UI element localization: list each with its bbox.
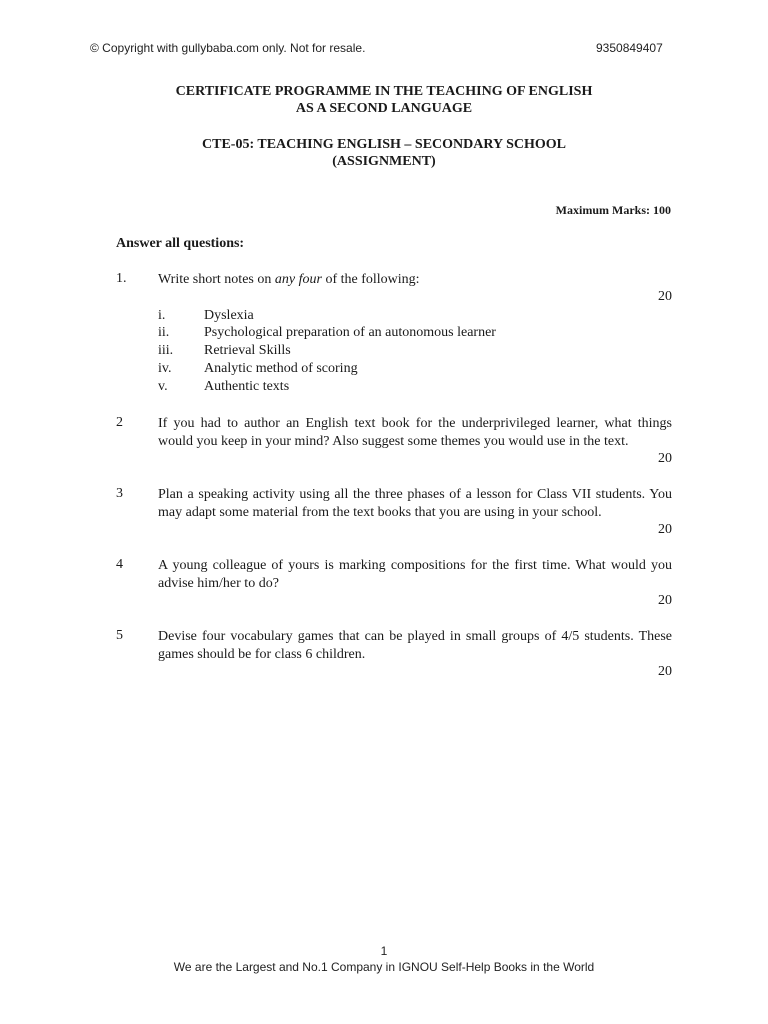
maximum-marks: Maximum Marks: 100 [555, 203, 671, 217]
question-number: 2 [116, 415, 123, 430]
sub-item-number: v. [158, 379, 168, 394]
sub-item-text: Retrieval Skills [204, 343, 291, 358]
sub-item-number: ii. [158, 325, 170, 340]
instruction: Answer all questions: [116, 236, 245, 251]
question-text-part: Write short notes on [158, 272, 275, 287]
question-marks: 20 [658, 664, 672, 679]
question-text [158, 271, 672, 289]
course-title-code: CTE-05: TEACHING ENGLISH – SECONDARY SCHOOL [202, 137, 566, 152]
question-marks: 20 [658, 593, 672, 608]
programme-title-line1: CERTIFICATE PROGRAMME IN THE TEACHING OF ENGLISH [175, 84, 593, 99]
programme-title-line2: AS A SECOND LANGUAGE [295, 101, 473, 116]
sub-item-text: Authentic texts [204, 379, 290, 394]
question-number: 1. [116, 271, 127, 286]
course-title-type: (ASSIGNMENT) [332, 154, 436, 169]
course-title [0, 136, 768, 170]
question-text: A young colleague of yours is marking compositions for the first time. What would you advise him/her to do? [158, 558, 672, 591]
question-marks: 20 [658, 522, 672, 537]
copyright-notice: © Copyright with gullybaba.com only. Not for resale. [90, 41, 366, 55]
sub-item-text: Analytic method of scoring [204, 361, 358, 376]
footer-tagline: We are the Largest and No.1 Company in IGNOU Self-Help Books in the World [173, 960, 595, 974]
question-number: 4 [116, 557, 123, 572]
question-text: Devise four vocabulary games that can be played in small groups of 4/5 students. These games should be for class 6 children. [158, 629, 672, 662]
question-number: 5 [116, 628, 123, 643]
question-text-part: of the following: [321, 272, 420, 287]
page-number: 1 [380, 944, 388, 958]
sub-item-text: Dyslexia [204, 308, 254, 323]
question-number: 3 [116, 486, 123, 501]
question-marks: 20 [658, 289, 672, 304]
programme-title [0, 83, 768, 117]
sub-item-number: iv. [158, 361, 172, 376]
sub-item-text: Psychological preparation of an autonomous learner [204, 325, 496, 340]
question-text-emphasis: any four [274, 272, 322, 287]
phone-number: 9350849407 [596, 41, 663, 55]
question-text: If you had to author an English text book for the underprivileged learner, what things would you keep in your mind? Also suggest some themes you would use in the text. [158, 416, 672, 449]
question-text: Plan a speaking activity using all the three phases of a lesson for Class VII students. You may adapt some material from the text books that you are using in your school. [158, 487, 672, 520]
sub-item-number: iii. [158, 343, 174, 358]
sub-item-number: i. [158, 308, 166, 323]
question-marks: 20 [658, 451, 672, 466]
